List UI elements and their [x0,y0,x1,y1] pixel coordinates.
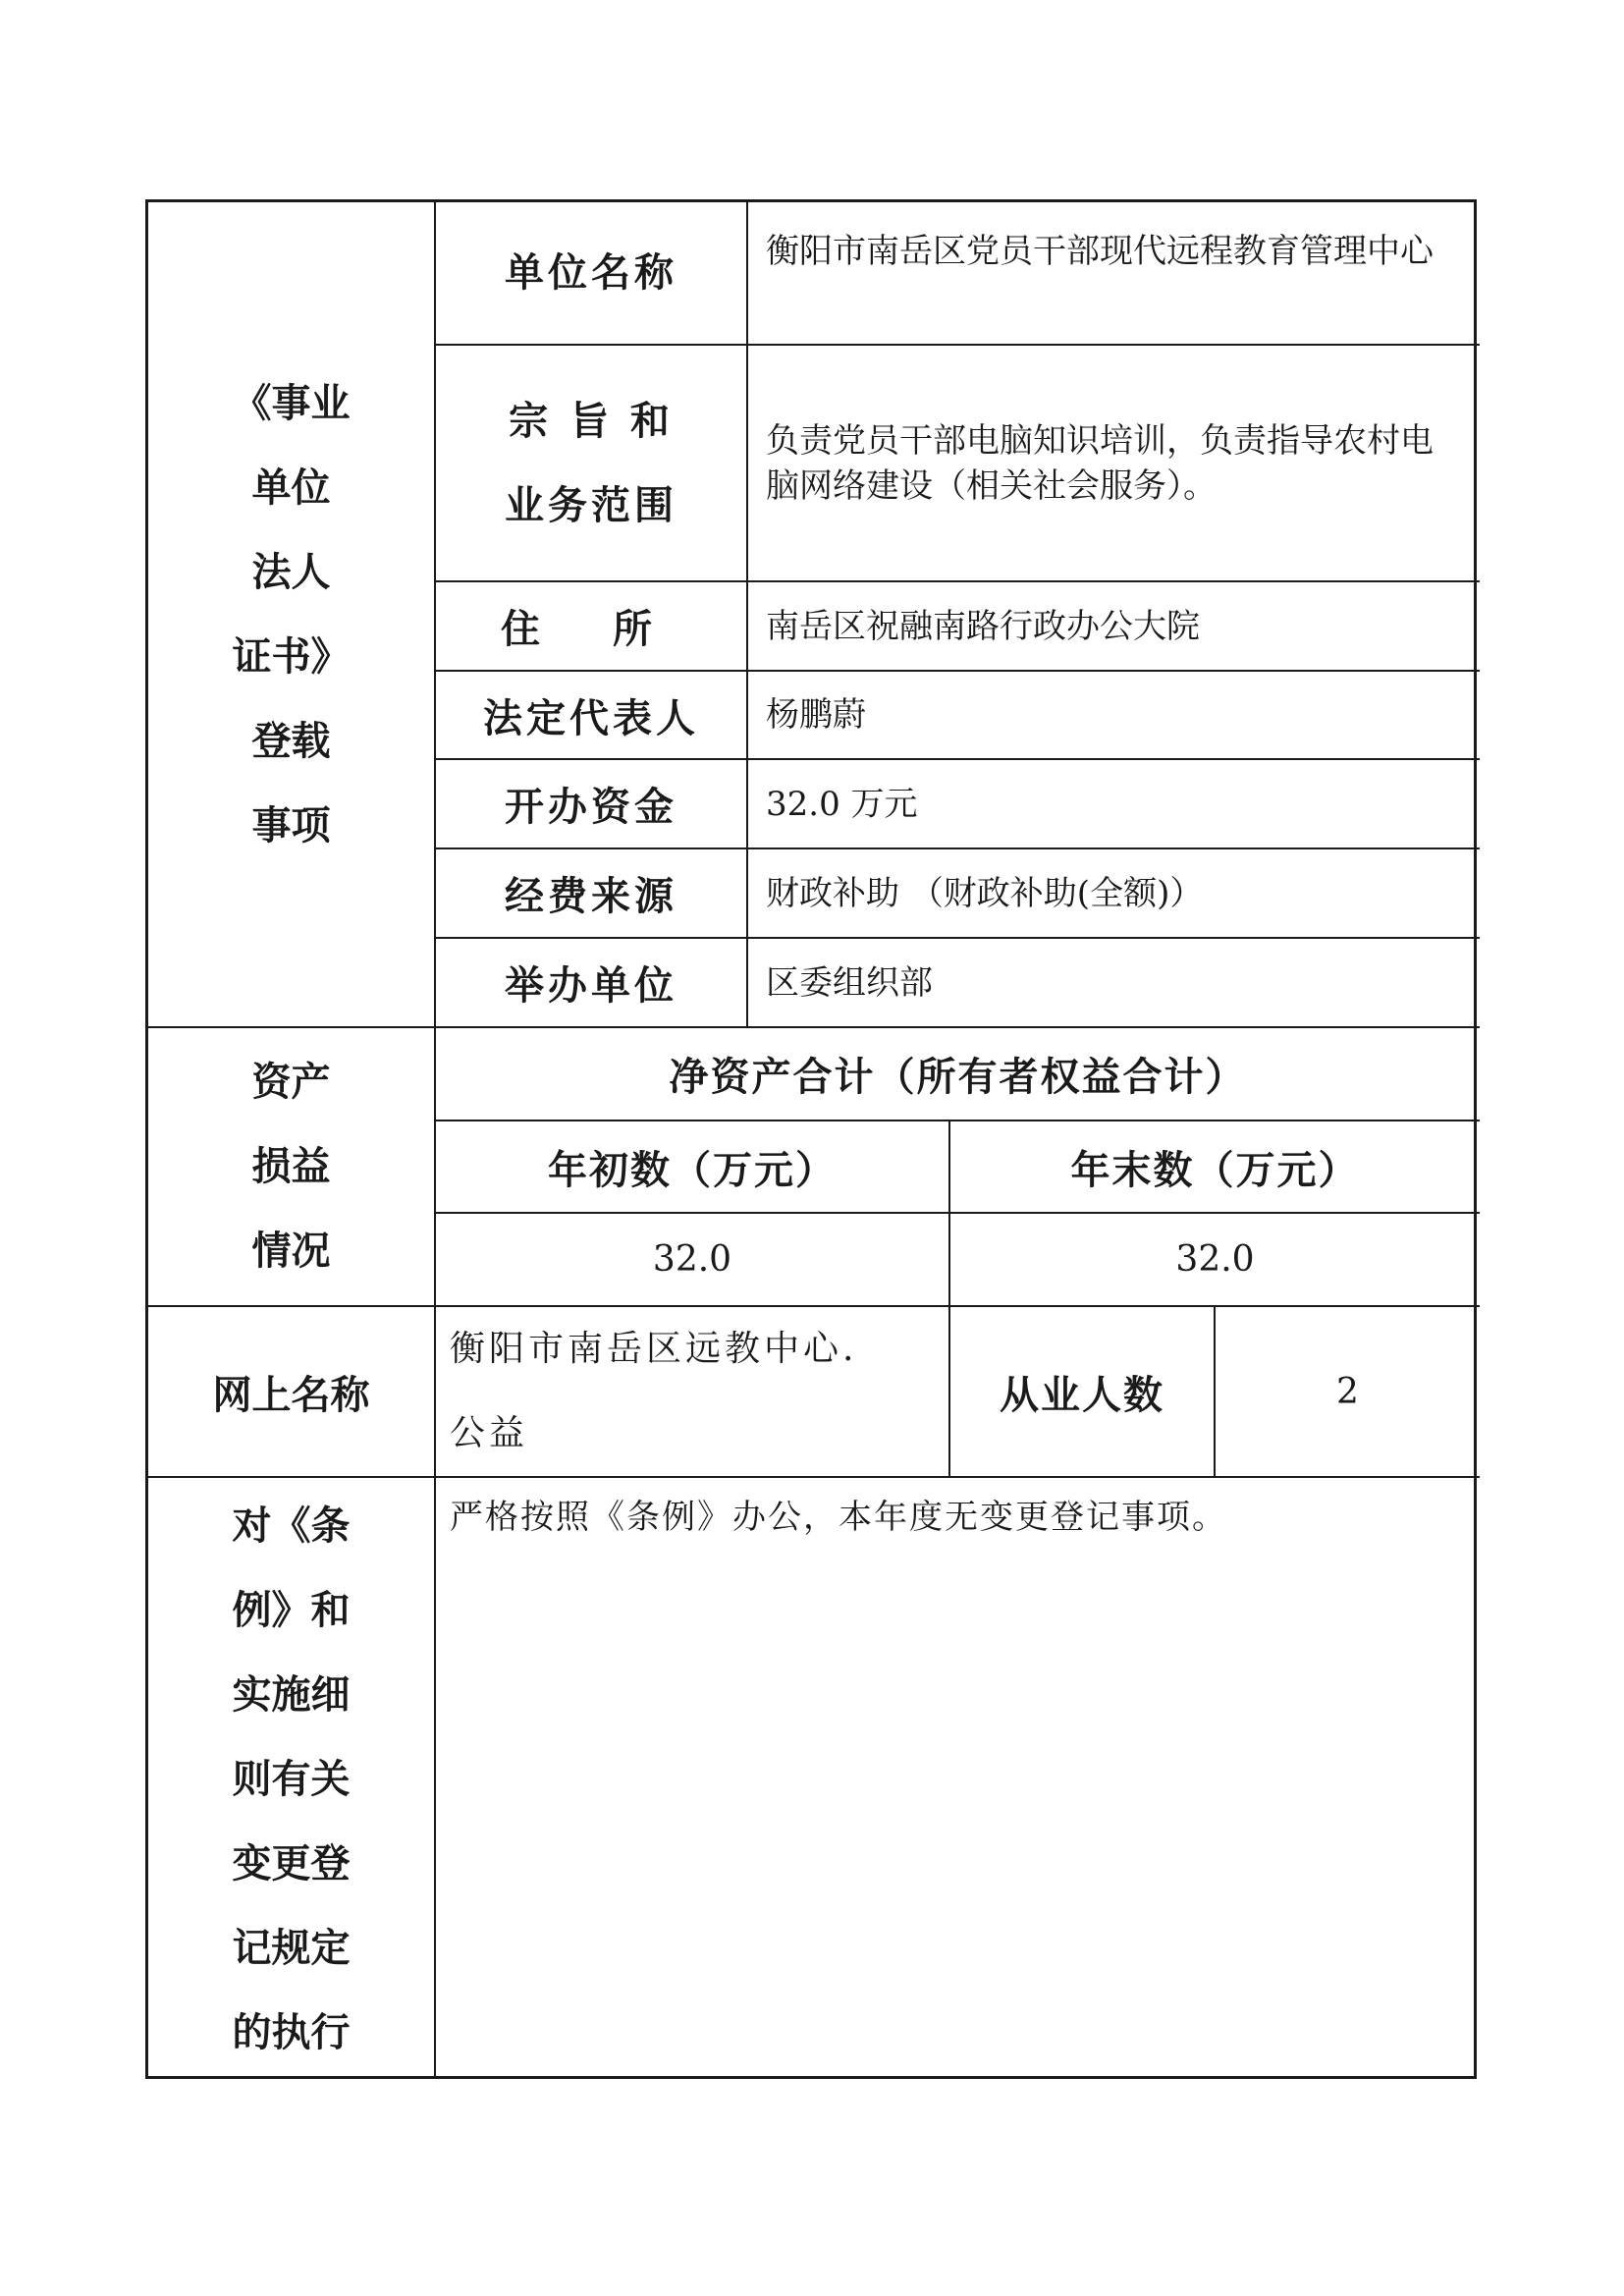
row-unit-name [148,202,1480,345]
registration-form [145,199,1477,2079]
value-sponsor: 区委组织部 [747,938,1480,1027]
value-purpose: 负责党员干部电脑知识培训，负责指导农村电脑网络建设（相关社会服务）。 [747,345,1480,581]
label-address: 住 所 [435,581,747,671]
form-table [148,202,1480,2076]
label-compliance: 对《条 例》和 实施细 则有关 变更登 记规定 的执行 [148,1477,435,2076]
value-unit-name: 衡阳市南岳区党员干部现代远程教育管理中心 [747,202,1480,345]
section-assets: 资产 损益 情况 [148,1027,435,1306]
start-value: 32.0 [435,1213,949,1306]
value-legal-rep: 杨鹏蔚 [747,671,1480,759]
value-compliance: 严格按照《条例》办公，本年度无变更登记事项。 [435,1477,1480,2076]
value-online-name: 衡阳市南岳区远教中心. 公益 [435,1306,949,1477]
col-end-label: 年末数（万元） [949,1121,1480,1213]
value-address: 南岳区祝融南路行政办公大院 [747,581,1480,671]
label-legal-rep: 法定代表人 [435,671,747,759]
end-value: 32.0 [949,1213,1480,1306]
col-start-label: 年初数（万元） [435,1121,949,1213]
value-funds: 32.0 万元 [747,759,1480,848]
label-online-name: 网上名称 [148,1306,435,1477]
value-funding-source: 财政补助 （财政补助(全额)） [747,848,1480,938]
label-unit-name: 单位名称 [435,202,747,345]
label-purpose: 宗 旨 和 业务范围 [435,345,747,581]
label-funds: 开办资金 [435,759,747,848]
label-staff-count: 从业人数 [949,1306,1215,1477]
label-funding-source: 经费来源 [435,848,747,938]
net-assets-header: 净资产合计（所有者权益合计） [435,1027,1480,1121]
label-sponsor: 举办单位 [435,938,747,1027]
value-staff-count: 2 [1215,1306,1480,1477]
section-certificate-items: 《事业 单位 法人 证书》 登载 事项 [148,202,435,1027]
row-compliance [148,1477,1480,2076]
row-assets-header [148,1027,1480,1121]
row-online-name [148,1306,1480,1477]
